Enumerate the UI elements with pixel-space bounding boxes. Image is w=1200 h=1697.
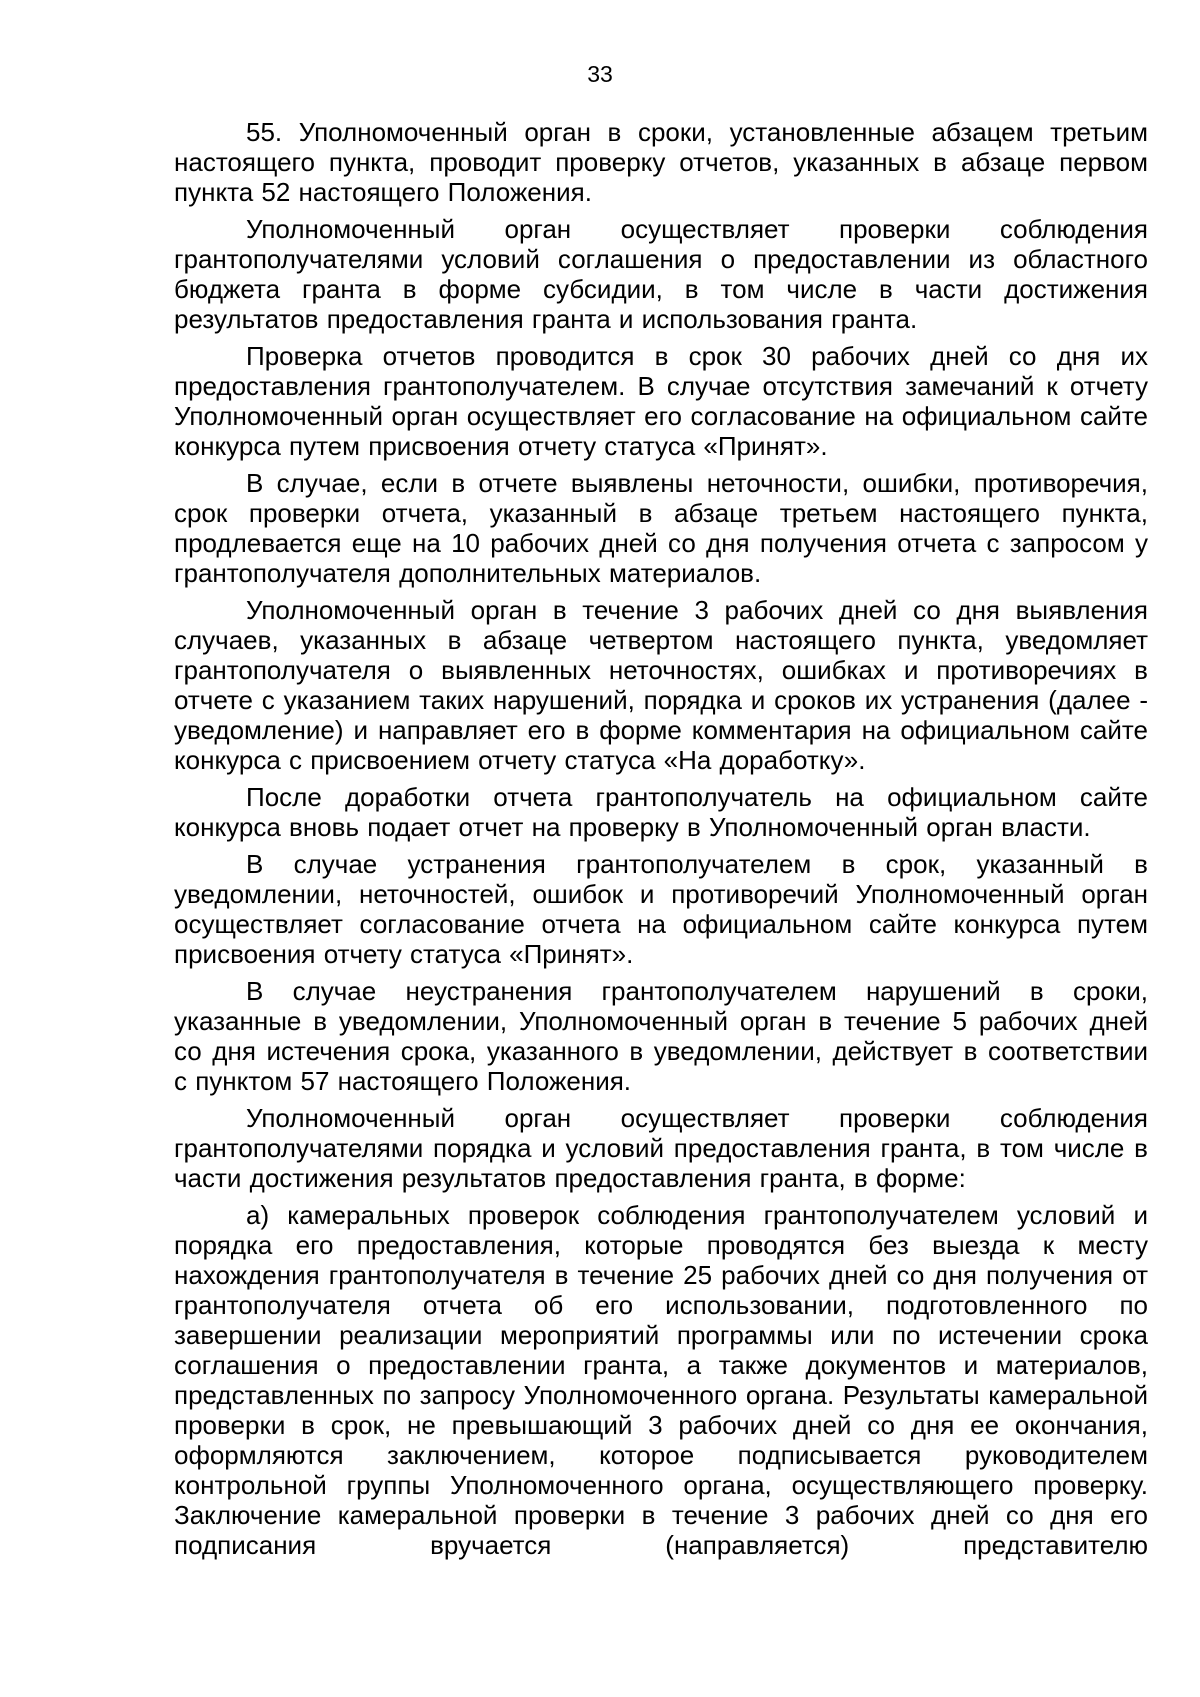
paragraph-non-compliance: В случае неустранения грантополучателем нарушений в сроки, указанные в уведомлении, Уполномоченный орган в течение 5 рабочих дней со дня истечения срока, указанного в уведомлении, действует в соответствии с пунктом 57 настоящего Положения.: [174, 976, 1148, 1096]
paragraph-notification: Уполномоченный орган в течение 3 рабочих дней со дня выявления случаев, указанных в абзаце четвертом настоящего пункта, уведомляет грантополучателя о выявленных неточностях, ошибках и противоречиях в отчете с указанием таких нарушений, порядка и сроков их устранения (далее - уведомление) и направляет его в форме комментария на официальном сайте конкурса с присвоением отчету статуса «На доработку».: [174, 595, 1148, 775]
paragraph-approval-after-fix: В случае устранения грантополучателем в срок, указанный в уведомлении, неточностей, ошибок и противоречий Уполномоченный орган осуществляет согласование отчета на официальном сайте конкурса путем присвоения отчету статуса «Принят».: [174, 849, 1148, 969]
paragraph-desk-inspection: а) камеральных проверок соблюдения грантополучателем условий и порядка его предоставления, которые проводятся без выезда к месту нахождения грантополучателя в течение 25 рабочих дней со дня получения от грантополучателя отчета об его использовании, подготовленного по завершении реализации мероприятий программы или по истечении срока соглашения о предоставлении гранта, а также документов и материалов, представленных по запросу Уполномоченного органа. Результаты камеральной проверки в срок, не превышающий 3 рабочих дней со дня ее окончания, оформляются заключением, которое подписывается руководителем контрольной группы Уполномоченного органа, осуществляющего проверку. Заключение камеральной проверки в течение 3 рабочих дней со дня его подписания вручается (направляется) представителю: [174, 1200, 1148, 1560]
paragraph-inspection-forms: Уполномоченный орган осуществляет проверки соблюдения грантополучателями порядка и условий предоставления гранта, в том числе в части достижения результатов предоставления гранта, в форме:: [174, 1103, 1148, 1193]
paragraph-review-extension: В случае, если в отчете выявлены неточности, ошибки, противоречия, срок проверки отчета, указанный в абзаце третьем настоящего пункта, продлевается еще на 10 рабочих дней со дня получения отчета с запросом у грантополучателя дополнительных материалов.: [174, 468, 1148, 588]
page-number: 33: [587, 61, 613, 87]
document-body: [174, 117, 1148, 1560]
paragraph-item-55-intro: 55. Уполномоченный орган в сроки, установленные абзацем третьим настоящего пункта, проводит проверку отчетов, указанных в абзаце первом пункта 52 настоящего Положения.: [174, 117, 1148, 207]
paragraph-resubmission: После доработки отчета грантополучатель на официальном сайте конкурса вновь подает отчет на проверку в Уполномоченный орган власти.: [174, 782, 1148, 842]
paragraph-report-review-term: Проверка отчетов проводится в срок 30 рабочих дней со дня их предоставления грантополучателем. В случае отсутствия замечаний к отчету Уполномоченный орган осуществляет его согласование на официальном сайте конкурса путем присвоения отчету статуса «Принят».: [174, 341, 1148, 461]
paragraph-inspection-scope: Уполномоченный орган осуществляет проверки соблюдения грантополучателями условий соглашения о предоставлении из областного бюджета гранта в форме субсидии, в том числе в части достижения результатов предоставления гранта и использования гранта.: [174, 214, 1148, 334]
